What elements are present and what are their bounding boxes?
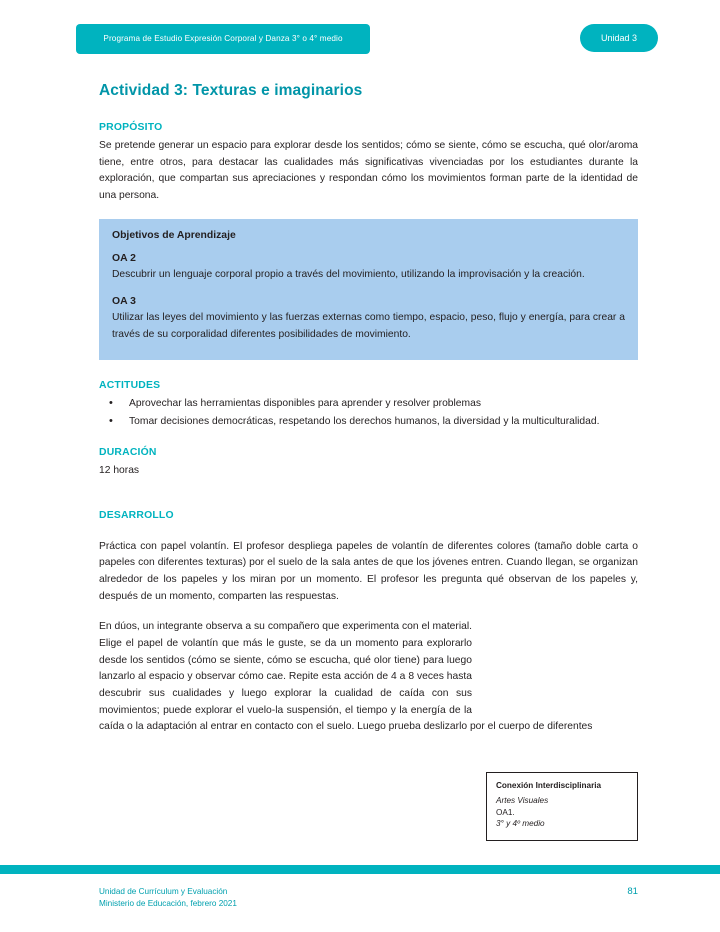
note-wrap-spacer	[472, 619, 638, 705]
list-item: • Tomar decisiones democráticas, respetando los derechos humanos, la diversidad y la multiculturalidad.	[99, 414, 638, 431]
page-content	[99, 82, 638, 829]
duracion-heading: DURACIÓN	[99, 447, 157, 459]
objetivo-text-oa2: Descubrir un lenguaje corporal propio a través del movimiento, utilizando la improvisación y la creación.	[112, 268, 585, 280]
desarrollo-heading: DESARROLLO	[99, 509, 174, 521]
desarrollo-paragraph-2: En dúos, un integrante observa a su compañero que experimenta con el material. Elige el papel de volantín que más le guste, se da un momento para explorarlo desde los sentidos (cómo se siente, cómo se escucha, qué olor tiene) para luego lanzarlo al espacio y observar cómo cae. Repite esta acción de 4 a 8 veces hasta descubrir sus cualidades y luego explorar la cualidad de caída con sus movimientos; puede explorar el vuelo-la suspensión, el tiempo y la energía de la caída o la adaptación al entrar en contacto con el suelo. Luego prueba deslizarlo por el cuerpo de diferentes	[99, 621, 593, 733]
desarrollo-paragraph-1: Práctica con papel volantín. El profesor despliega papeles de volantín de diferentes colores (tamaño doble carta o papeles con diferentes texturas) por el suelo de la sala antes de que los jóvenes entren. Cuando llegan, se organizan alrededor de los papeles y los miran por un momento. El profesor les pregunta qué observan de los papeles y, después de un momento, comparten las respuestas.	[99, 540, 638, 602]
program-banner	[76, 24, 370, 54]
objetivos-box	[99, 219, 638, 360]
program-banner-label: Programa de Estudio Expresión Corporal y Danza 3° o 4° medio	[103, 34, 343, 44]
proposito-heading: PROPÓSITO	[99, 122, 163, 133]
note-oa-code: OA1.	[496, 807, 515, 817]
actitudes-list	[99, 396, 638, 431]
proposito-text: Se pretende generar un espacio para explorar desde los sentidos; cómo se siente, cómo se escucha, qué olor/aroma tiene, entre otros, para destacar las cualidades más significativas vivenciadas por los estudiantes durante la exploración, que compartan sus apreciaciones y respondan cómo los movimientos forman parte de la identidad de una persona.	[99, 140, 638, 202]
duracion-value: 12 horas	[99, 465, 140, 477]
page-title: Actividad 3: Texturas e imaginarios	[99, 82, 363, 99]
page-header	[0, 24, 720, 58]
page-footer	[99, 886, 638, 910]
objetivos-heading: Objetivos de Aprendizaje	[112, 229, 236, 241]
list-item: • Aprovechar las herramientas disponibles para aprender y resolver problemas	[99, 396, 638, 413]
note-subject: Artes Visuales	[496, 795, 549, 805]
objetivo-text-oa3: Utilizar las leyes del movimiento y las fuerzas externas como tiempo, espacio, peso, flujo y energía, para crear a través de su corporalidad diferentes posibilidades de movimiento.	[112, 312, 625, 341]
unit-badge	[580, 24, 658, 52]
note-level: 3° y 4º medio	[496, 819, 545, 829]
footer-line-2: Ministerio de Educación, febrero 2021	[99, 899, 237, 909]
footer-divider	[0, 865, 720, 874]
note-title: Conexión Interdisciplinaria	[496, 781, 602, 790]
actitudes-heading: ACTITUDES	[99, 379, 161, 391]
footer-credits	[99, 886, 237, 910]
objetivo-code-oa2: OA 2	[112, 252, 136, 264]
objetivo-code-oa3: OA 3	[112, 296, 136, 308]
conexion-interdisciplinaria-box	[486, 772, 638, 841]
footer-line-1: Unidad de Currículum y Evaluación	[99, 887, 228, 897]
unit-badge-label: Unidad 3	[600, 33, 638, 43]
page-number: 81	[627, 886, 638, 898]
